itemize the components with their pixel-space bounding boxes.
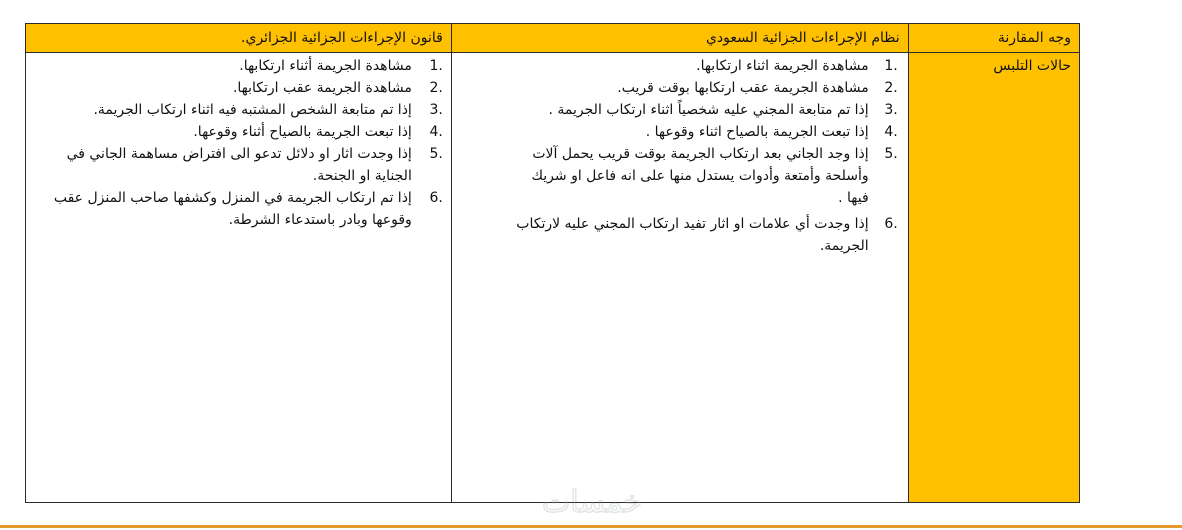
header-algerian-law: قانون الإجراءات الجزائية الجزائري. [26, 24, 452, 53]
algerian-cases-cell [26, 53, 452, 503]
item-text: إذا وجدت أي علامات او اثار تفيد ارتكاب المجني عليه لارتكاب الجريمة. [516, 216, 869, 254]
saudi-cases-list [452, 55, 902, 257]
list-item [514, 143, 902, 209]
item-number: 2. [884, 80, 898, 96]
saudi-cases-cell [451, 53, 908, 503]
item-text: إذا تم ارتكاب الجريمة في المنزل وكشفها صاحب المنزل عقب وقوعها وبادر باستدعاء الشرطة. [53, 190, 412, 228]
list-item [452, 99, 902, 121]
algerian-cases-list [26, 55, 445, 231]
item-text: إذا تم متابعة المجني عليه شخصياً اثناء ارتكاب الجريمة . [548, 102, 869, 118]
list-item [26, 187, 445, 231]
item-number: 6. [884, 216, 898, 232]
list-item [26, 121, 445, 143]
item-number: 4. [429, 124, 443, 140]
flagrante-row [26, 53, 1080, 503]
comparison-table [25, 23, 1080, 503]
bottom-rule [0, 525, 1182, 528]
item-number: 5. [429, 146, 443, 162]
item-text: إذا وجدت اثار او دلائل تدعو الى افتراض مساهمة الجاني في الجناية او الجنحة. [66, 146, 412, 184]
list-item [489, 213, 902, 257]
header-aspect: وجه المقارنة [908, 24, 1079, 53]
item-text: إذا تبعت الجريمة بالصياح أثناء وقوعها. [193, 124, 412, 140]
item-text: إذا تبعت الجريمة بالصياح اثناء وقوعها . [645, 124, 869, 140]
item-text: مشاهدة الجريمة أثناء ارتكابها. [239, 58, 412, 74]
list-item [26, 55, 445, 77]
item-number: 1. [429, 58, 443, 74]
item-text: مشاهدة الجريمة عقب ارتكابها بوقت قريب. [617, 80, 869, 96]
header-row [26, 24, 1080, 53]
list-item [452, 55, 902, 77]
item-text: مشاهدة الجريمة عقب ارتكابها. [232, 80, 412, 96]
watermark-text: خمسات [541, 485, 643, 520]
item-text: إذا تم متابعة الشخص المشتبه فيه اثناء ارتكاب الجريمة. [93, 102, 412, 118]
list-item [452, 121, 902, 143]
item-text: مشاهدة الجريمة اثناء ارتكابها. [696, 58, 869, 74]
list-item [26, 77, 445, 99]
item-number: 6. [429, 190, 443, 206]
header-saudi-law: نظام الإجراءات الجزائية السعودي [451, 24, 908, 53]
row-aspect-label: حالات التلبس [908, 53, 1079, 503]
list-item [26, 143, 445, 187]
item-number: 3. [884, 102, 898, 118]
list-item [26, 99, 445, 121]
item-number: 2. [429, 80, 443, 96]
item-number: 3. [429, 102, 443, 118]
watermark-logo [520, 482, 665, 522]
item-number: 5. [884, 146, 898, 162]
item-number: 1. [884, 58, 898, 74]
item-number: 4. [884, 124, 898, 140]
item-text: إذا وجد الجاني بعد ارتكاب الجريمة بوقت قريب يحمل آلات وأسلحة وأمتعة وأدوات يستدل منها على انه فاعل او شريك فيها . [531, 146, 869, 206]
list-item [452, 77, 902, 99]
